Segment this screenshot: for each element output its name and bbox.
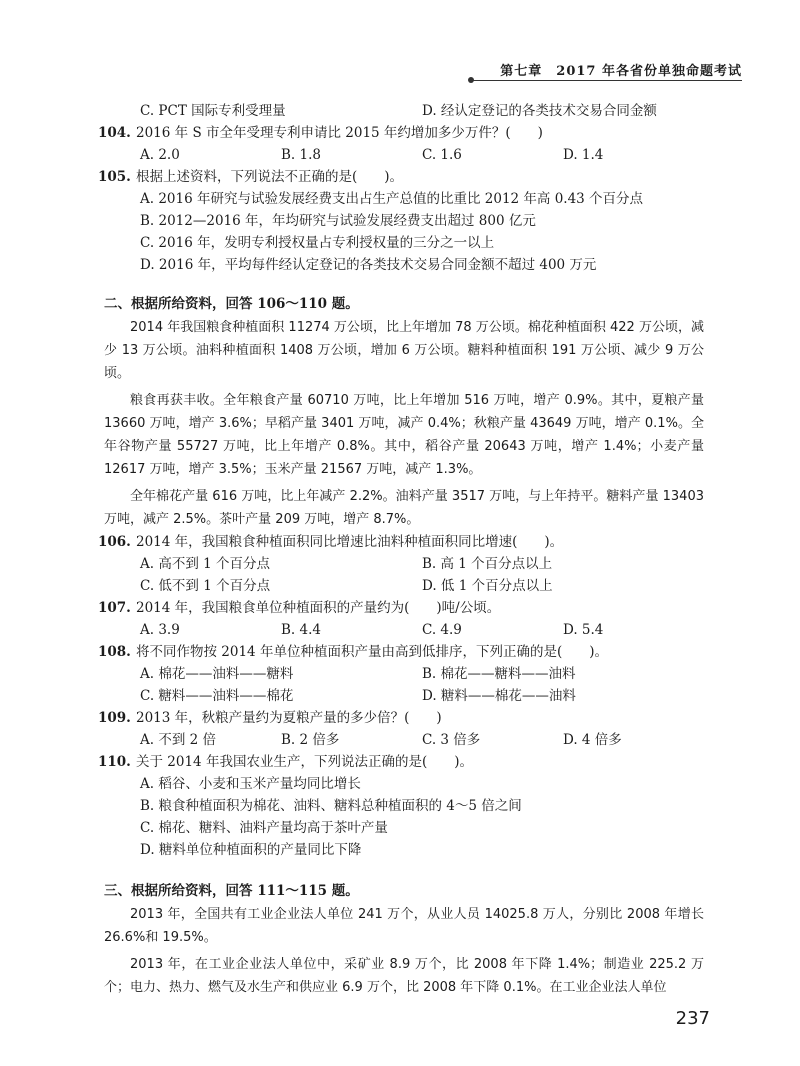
option-d: D. 低 1 个百分点以上 bbox=[422, 578, 553, 594]
question-109 bbox=[98, 707, 704, 729]
option-a: A. 稻谷、小麦和玉米产量均同比增长 bbox=[140, 776, 361, 792]
option-d: D. 糖料——棉花——油料 bbox=[422, 688, 576, 704]
page-number: 237 bbox=[675, 1008, 710, 1029]
option-c: C. 低不到 1 个百分点 bbox=[140, 578, 271, 594]
q103-options-tail bbox=[104, 100, 704, 122]
question-110 bbox=[98, 751, 704, 773]
option-c: C. 2016 年，发明专利授权量占专利授权量的三分之一以上 bbox=[140, 235, 495, 251]
option-a: A. 2.0 bbox=[140, 147, 180, 163]
question-text: 关于 2014 年我国农业生产，下列说法正确的是( )。 bbox=[136, 754, 473, 770]
option-a: A. 3.9 bbox=[140, 622, 180, 638]
question-number: 104. bbox=[98, 125, 131, 141]
question-text: 2013 年，秋粮产量约为夏粮产量的多少倍？( ) bbox=[136, 710, 442, 726]
option-b: B. 2 倍多 bbox=[281, 732, 340, 748]
section-3-paragraph-1: 2013 年，全国共有工业企业法人单位 241 万个，从业人员 14025.8 万人，分别比 2008 年增长 26.6%和 19.5%。 bbox=[104, 907, 704, 945]
option-c: C. 棉花、糖料、油料产量均高于茶叶产量 bbox=[140, 820, 388, 836]
option-c: C. 1.6 bbox=[422, 147, 462, 163]
option-b: B. 粮食种植面积为棉花、油料、糖料总种植面积的 4～5 倍之间 bbox=[140, 798, 522, 814]
question-105 bbox=[98, 166, 704, 188]
question-104 bbox=[98, 122, 704, 144]
section-2-title: 二、根据所给资料，回答 106～110 题。 bbox=[104, 296, 359, 312]
option-d: D. 4 倍多 bbox=[563, 732, 622, 748]
question-number: 109. bbox=[98, 710, 131, 726]
q108-options-row-2 bbox=[104, 685, 704, 707]
question-number: 110. bbox=[98, 754, 131, 770]
question-number: 106. bbox=[98, 534, 131, 550]
section-2-paragraph-2: 粮食再获丰收。全年粮食产量 60710 万吨，比上年增加 516 万吨，增产 0.9%。其中，夏粮产量 13660 万吨，增产 3.6%；早稻产量 3401 万吨，减产 0.4%；秋粮产量 43649 万吨，增产 0.1%。全年谷物产量 55727 万吨，比上年增产 0.8%。其中，稻谷产量 20643 万吨，增产 1.4%；小麦产量 12617 万吨，增产 3.5%；玉米产量 21567 万吨，减产 1.3%。 bbox=[104, 393, 704, 477]
section-2-paragraph-1: 2014 年我国粮食种植面积 11274 万公顷，比上年增加 78 万公顷。棉花种植面积 422 万公顷，减少 13 万公顷。油料种植面积 1408 万公顷，增加 6 万公顷。糖料种植面积 191 万公顷、减少 9 万公顷。 bbox=[104, 320, 704, 381]
option-b: B. 4.4 bbox=[281, 622, 321, 638]
question-text: 根据上述资料，下列说法不正确的是( )。 bbox=[136, 169, 404, 185]
option-b: B. 棉花——糖料——油料 bbox=[422, 666, 576, 682]
option-b: B. 高 1 个百分点以上 bbox=[422, 556, 553, 572]
option-d: D. 5.4 bbox=[563, 622, 604, 638]
q109-options bbox=[104, 729, 704, 751]
q106-options-row-2 bbox=[104, 575, 704, 597]
option-d: D. 经认定登记的各类技术交易合同金额 bbox=[422, 103, 657, 119]
q106-options-row-1 bbox=[104, 553, 704, 575]
header-rule bbox=[472, 80, 742, 81]
option-d: D. 1.4 bbox=[563, 147, 604, 163]
chapter-title: 第七章 2017 年各省份单独命题考试 bbox=[500, 64, 742, 79]
option-d: D. 2016 年，平均每件经认定登记的各类技术交易合同金额不超过 400 万元 bbox=[140, 257, 597, 273]
q108-options-row-1 bbox=[104, 663, 704, 685]
option-a: A. 棉花——油料——糖料 bbox=[140, 666, 294, 682]
section-3-title: 三、根据所给资料，回答 111～115 题。 bbox=[104, 883, 359, 899]
option-a: A. 高不到 1 个百分点 bbox=[140, 556, 271, 572]
q104-options bbox=[104, 144, 704, 166]
question-text: 2014 年，我国粮食种植面积同比增速比油料种植面积同比增速( )。 bbox=[136, 534, 564, 550]
option-c: C. 4.9 bbox=[422, 622, 462, 638]
question-text: 将不同作物按 2014 年单位种植面积产量由高到低排序，下列正确的是( )。 bbox=[136, 644, 608, 660]
option-b: B. 2012—2016 年，年均研究与试验发展经费支出超过 800 亿元 bbox=[140, 213, 536, 229]
question-number: 107. bbox=[98, 600, 131, 616]
q107-options bbox=[104, 619, 704, 641]
option-d: D. 糖料单位种植面积的产量同比下降 bbox=[140, 842, 362, 858]
question-text: 2016 年 S 市全年受理专利申请比 2015 年约增加多少万件？( ) bbox=[136, 125, 543, 141]
question-108 bbox=[98, 641, 704, 663]
question-number: 108. bbox=[98, 644, 131, 660]
page-content bbox=[98, 100, 704, 999]
option-c: C. 糖料——油料——棉花 bbox=[140, 688, 294, 704]
question-number: 105. bbox=[98, 169, 131, 185]
question-106 bbox=[98, 531, 704, 553]
question-text: 2014 年，我国粮食单位种植面积的产量约为( )吨/公顷。 bbox=[136, 600, 501, 616]
section-3-paragraph-2: 2013 年，在工业企业法人单位中，采矿业 8.9 万个，比 2008 年下降 1.4%；制造业 225.2 万个；电力、热力、燃气及水生产和供应业 6.9 万个，比 2008 年下降 0.1%。在工业企业法人单位 bbox=[104, 957, 704, 995]
option-a: A. 2016 年研究与试验发展经费支出占生产总值的比重比 2012 年高 0.43 个百分点 bbox=[140, 191, 644, 207]
option-c: C. 3 倍多 bbox=[422, 732, 481, 748]
section-2-paragraph-3: 全年棉花产量 616 万吨，比上年减产 2.2%。油料产量 3517 万吨，与上年持平。糖料产量 13403 万吨，减产 2.5%。茶叶产量 209 万吨，增产 8.7%。 bbox=[104, 489, 704, 527]
option-a: A. 不到 2 倍 bbox=[140, 732, 217, 748]
question-107 bbox=[98, 597, 704, 619]
option-c: C. PCT 国际专利受理量 bbox=[140, 103, 286, 119]
option-b: B. 1.8 bbox=[281, 147, 321, 163]
